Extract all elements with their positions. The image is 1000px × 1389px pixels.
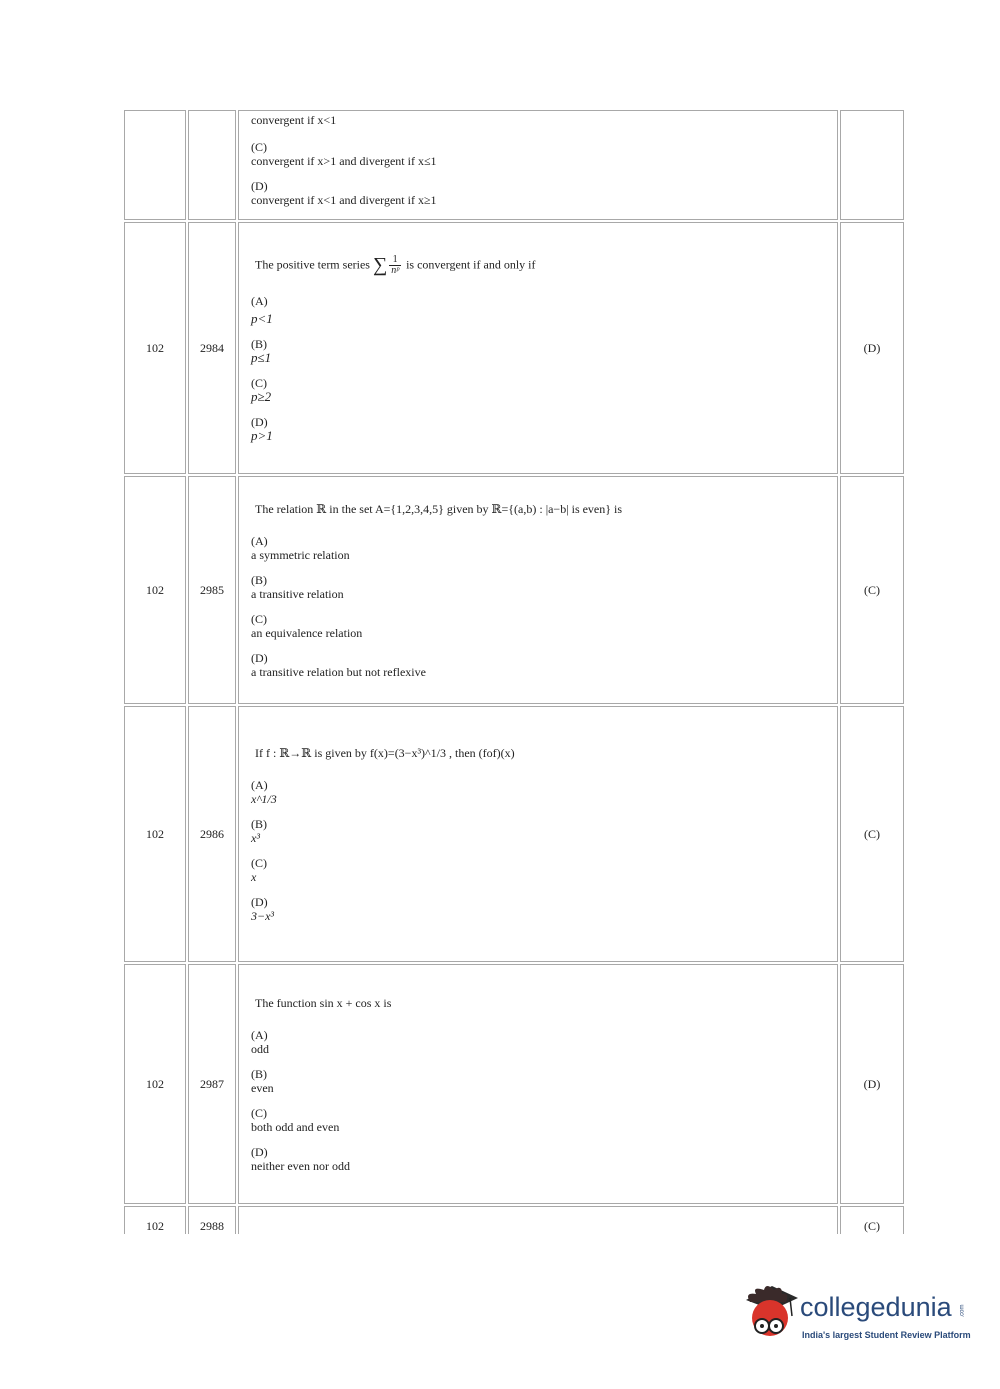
answer-cell: (D) bbox=[840, 222, 904, 474]
option bbox=[251, 857, 825, 884]
table-row bbox=[124, 1206, 904, 1234]
option bbox=[251, 896, 825, 923]
option-letter: (A) bbox=[251, 293, 268, 308]
option-letter: (A) bbox=[251, 1027, 268, 1042]
answer-cell: (C) bbox=[840, 476, 904, 704]
question-cell bbox=[238, 706, 838, 962]
question-id-cell: 2985 bbox=[188, 476, 236, 704]
sigma-symbol: ∑ bbox=[372, 253, 388, 276]
answer-cell bbox=[840, 110, 904, 220]
option bbox=[251, 180, 825, 207]
option-text: both odd and even bbox=[251, 1119, 340, 1134]
question-stem: The function sin x + cos x is bbox=[255, 995, 392, 1010]
question-table bbox=[122, 108, 906, 1236]
question-stem: The positive term series ∑ $\frac{1}{\text{nᵖ}}$ is convergent if and only if bbox=[255, 253, 536, 276]
answer-cell: (C) bbox=[840, 706, 904, 962]
table-row bbox=[124, 110, 904, 220]
question-cell bbox=[238, 1206, 838, 1234]
subject-code-cell: 102 bbox=[124, 964, 186, 1204]
option-text: convergent if x<1 and divergent if x≥1 bbox=[251, 193, 437, 207]
logo-domain: .com bbox=[959, 1304, 966, 1318]
logo-tagline: India's largest Student Review Platform bbox=[802, 1330, 971, 1340]
option-text: p>1 bbox=[251, 427, 273, 443]
option-text: p<1 bbox=[251, 310, 273, 326]
option-text: a transitive relation but not reflexive bbox=[251, 664, 426, 679]
option-letter: (B) bbox=[251, 336, 267, 351]
option bbox=[251, 141, 825, 168]
question-id-cell: 2986 bbox=[188, 706, 236, 962]
option-letter: (C) bbox=[251, 1105, 267, 1120]
table-row bbox=[124, 222, 904, 474]
option-text: x bbox=[251, 869, 257, 884]
question-id-cell: 2988 bbox=[188, 1206, 236, 1234]
subject-code-cell: 102 bbox=[124, 476, 186, 704]
table-row bbox=[124, 706, 904, 962]
option bbox=[251, 574, 825, 601]
option bbox=[251, 613, 825, 640]
option-letter: (C) bbox=[251, 375, 267, 390]
question-cell bbox=[238, 964, 838, 1204]
question-id-cell: 2987 bbox=[188, 964, 236, 1204]
option bbox=[251, 1029, 825, 1056]
option-text: p≤1 bbox=[251, 349, 272, 365]
fraction: $\frac{1}{\text{nᵖ}}$ bbox=[391, 253, 400, 276]
option-text: a symmetric relation bbox=[251, 547, 350, 562]
option-letter: (D) bbox=[251, 414, 268, 429]
question-stem: The relation ℝ in the set A={1,2,3,4,5} given by ℝ={(a,b) : |a−b| is even} is bbox=[255, 501, 623, 516]
option-text: even bbox=[251, 1080, 274, 1095]
option bbox=[251, 113, 825, 127]
option-text: convergent if x>1 and divergent if x≤1 bbox=[251, 154, 437, 168]
option-letter: (C) bbox=[251, 855, 267, 870]
option-letter: (B) bbox=[251, 816, 267, 831]
option-letter: (C) bbox=[251, 611, 267, 626]
option bbox=[251, 652, 825, 679]
table-row bbox=[124, 964, 904, 1204]
option-letter: (C) bbox=[251, 140, 267, 154]
option-text: x³ bbox=[251, 830, 260, 845]
option-text: x^1/3 bbox=[251, 791, 277, 806]
option-text: a transitive relation bbox=[251, 586, 344, 601]
option-letter: (D) bbox=[251, 650, 268, 665]
option bbox=[251, 1146, 825, 1173]
option-letter: (A) bbox=[251, 777, 268, 792]
question-cell bbox=[238, 110, 838, 220]
subject-code-cell: 102 bbox=[124, 222, 186, 474]
option-text: 3−x³ bbox=[251, 908, 275, 923]
subject-code-cell: 102 bbox=[124, 706, 186, 962]
option bbox=[251, 416, 825, 443]
option-letter: (B) bbox=[251, 572, 267, 587]
option-letter: (D) bbox=[251, 894, 268, 909]
option bbox=[251, 1068, 825, 1095]
option-text: neither even nor odd bbox=[251, 1158, 350, 1173]
question-id-cell: 2984 bbox=[188, 222, 236, 474]
option bbox=[251, 295, 825, 326]
table-row bbox=[124, 476, 904, 704]
option bbox=[251, 338, 825, 365]
mascot-icon bbox=[742, 1282, 802, 1352]
option-text: odd bbox=[251, 1041, 269, 1056]
option-text: p≥2 bbox=[251, 388, 272, 404]
collegedunia-logo bbox=[742, 1282, 972, 1352]
option-letter: (D) bbox=[251, 179, 268, 193]
subject-code-cell bbox=[124, 110, 186, 220]
option-letter: (D) bbox=[251, 1144, 268, 1159]
question-stem: If f : ℝ→ℝ is given by f(x)=(3−x³)^1/3 , then (fof)(x) bbox=[255, 745, 515, 760]
option bbox=[251, 779, 825, 806]
subject-code-cell: 102 bbox=[124, 1206, 186, 1234]
option-letter: (A) bbox=[251, 533, 268, 548]
option-text: convergent if x<1 bbox=[251, 113, 337, 127]
logo-wordmark: collegedunia bbox=[800, 1292, 952, 1322]
option bbox=[251, 818, 825, 845]
question-id-cell bbox=[188, 110, 236, 220]
option-letter: (B) bbox=[251, 1066, 267, 1081]
option-text: an equivalence relation bbox=[251, 625, 363, 640]
answer-cell: (D) bbox=[840, 964, 904, 1204]
option bbox=[251, 535, 825, 562]
option bbox=[251, 377, 825, 404]
option bbox=[251, 1107, 825, 1134]
answer-cell: (C) bbox=[840, 1206, 904, 1234]
question-cell bbox=[238, 222, 838, 474]
question-cell bbox=[238, 476, 838, 704]
